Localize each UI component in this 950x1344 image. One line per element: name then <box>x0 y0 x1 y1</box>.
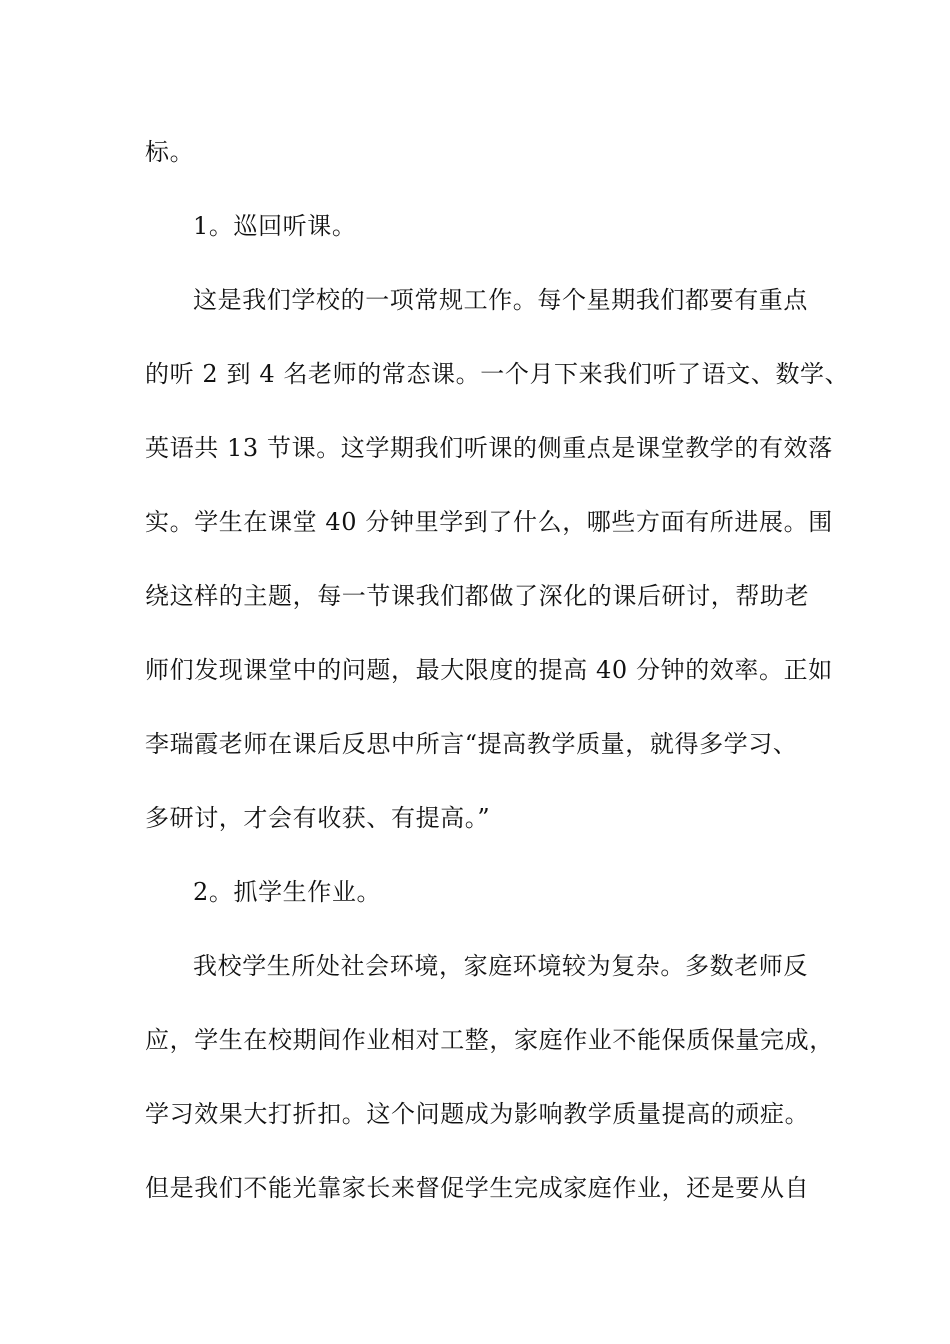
paragraph-line: 实。学生在课堂 40 分钟里学到了什么，哪些方面有所进展。围 <box>145 508 833 536</box>
paragraph-line: 这是我们学校的一项常规工作。每个星期我们都要有重点 <box>193 286 808 314</box>
paragraph-line: 但是我们不能光靠家长来督促学生完成家庭作业，还是要从自 <box>145 1174 810 1202</box>
paragraph-line: 英语共 13 节课。这学期我们听课的侧重点是课堂教学的有效落 <box>145 434 833 462</box>
paragraph-line: 应，学生在校期间作业相对工整，家庭作业不能保质保量完成， <box>145 1026 834 1054</box>
paragraph-line: 多研讨，才会有收获、有提高。” <box>145 804 491 832</box>
text-line: 标。 <box>145 138 195 166</box>
paragraph-line: 的听 2 到 4 名老师的常态课。一个月下来我们听了语文、数学、 <box>145 360 850 388</box>
section-heading: 2。抓学生作业。 <box>193 878 382 906</box>
paragraph-line: 我校学生所处社会环境，家庭环境较为复杂。多数老师反 <box>193 952 808 980</box>
paragraph-line: 绕这样的主题，每一节课我们都做了深化的课后研讨，帮助老 <box>145 582 810 610</box>
paragraph-line: 师们发现课堂中的问题，最大限度的提高 40 分钟的效率。正如 <box>145 656 833 684</box>
section-heading: 1。巡回听课。 <box>193 212 357 240</box>
paragraph-line: 李瑞霞老师在课后反思中所言“提高教学质量，就得多学习、 <box>145 730 798 758</box>
paragraph-line: 学习效果大打折扣。这个问题成为影响教学质量提高的顽症。 <box>145 1100 810 1128</box>
